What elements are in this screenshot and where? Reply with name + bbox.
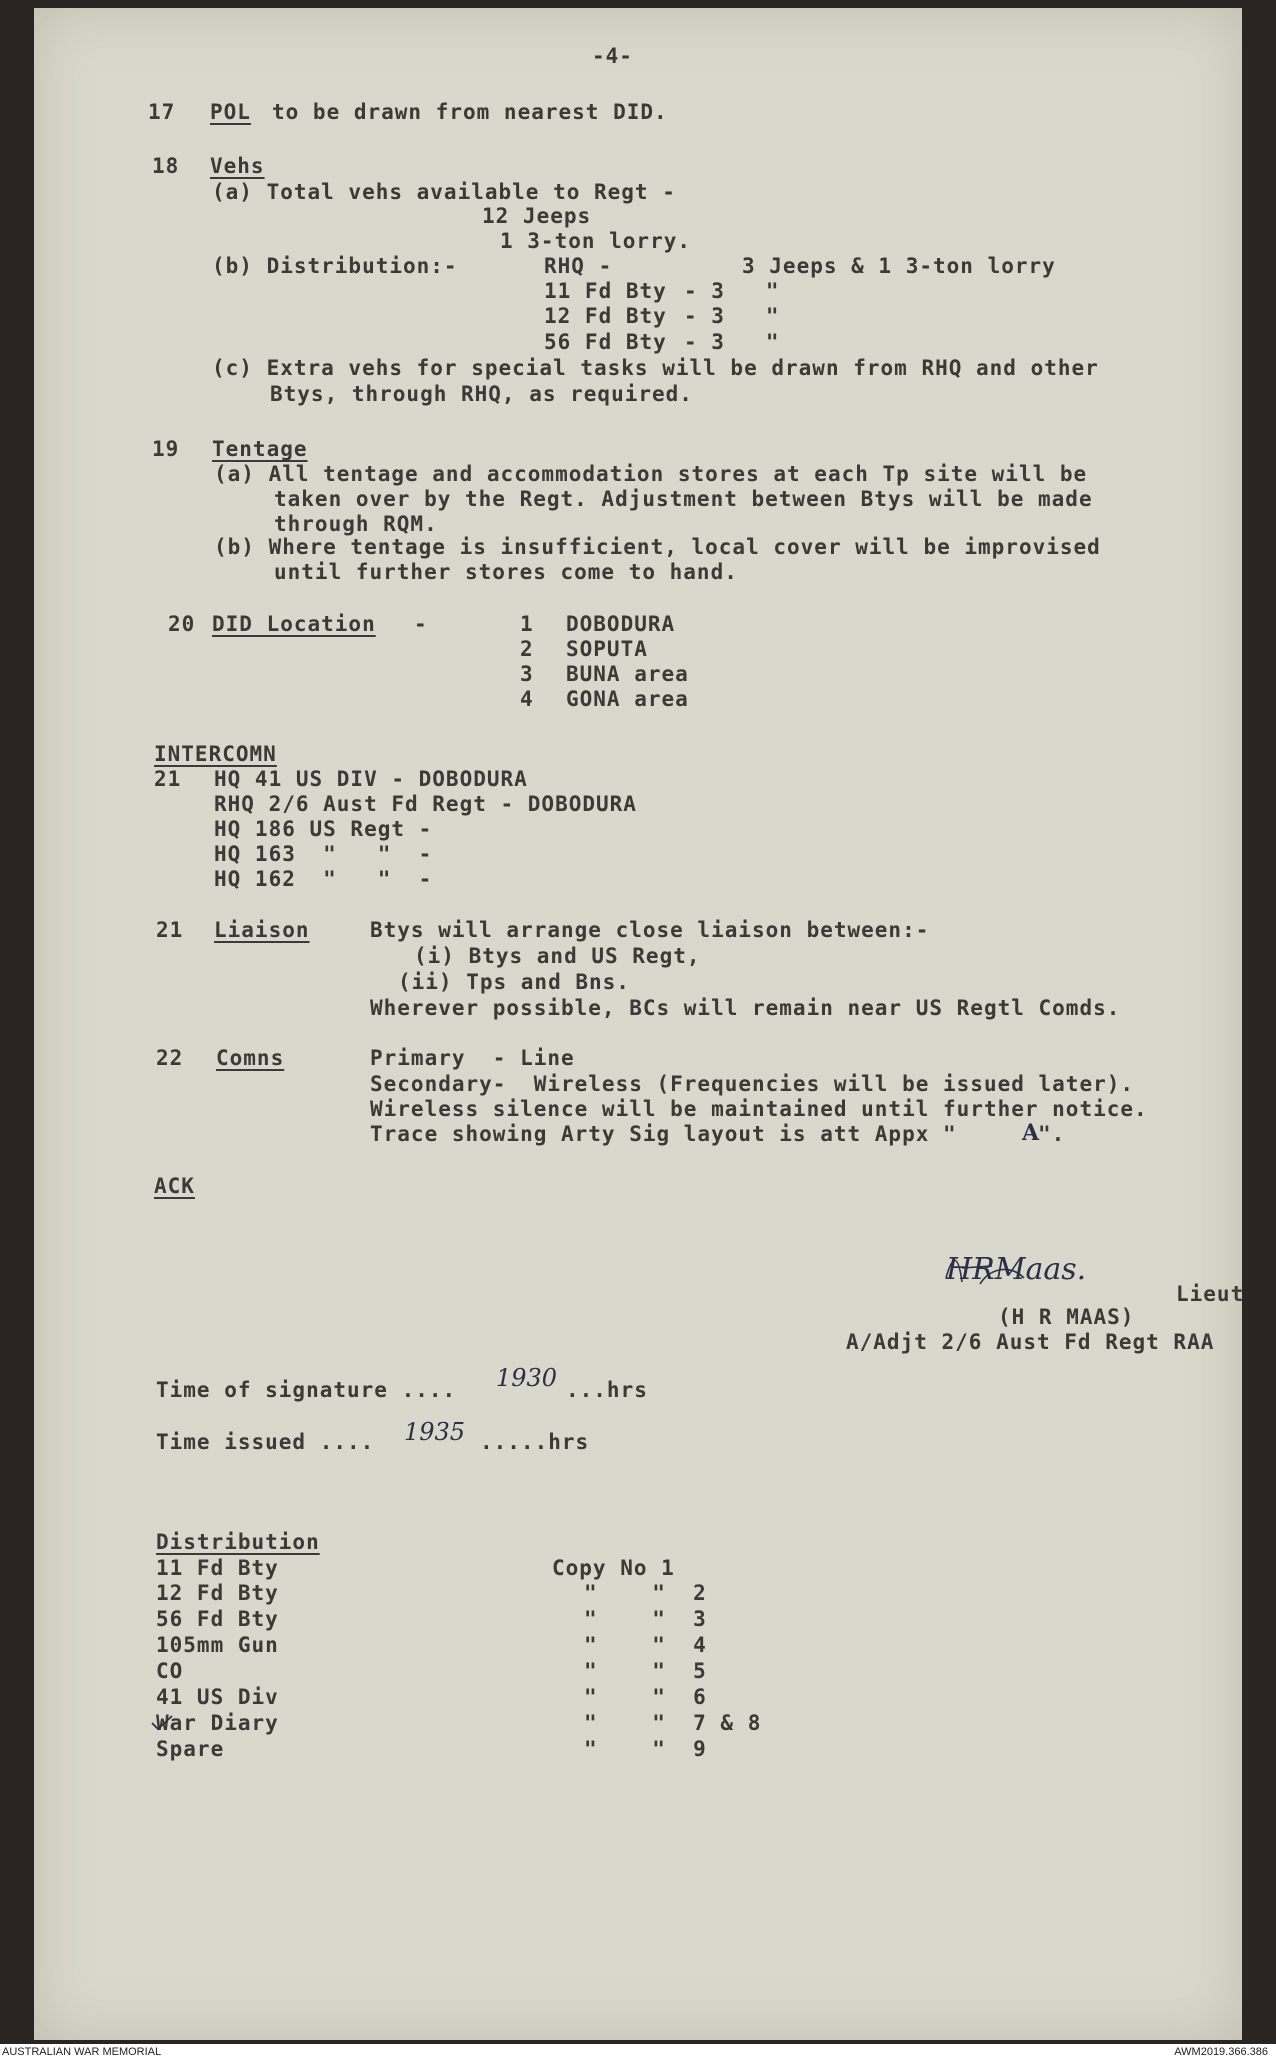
signature-flourish: [940, 1248, 1100, 1298]
para-17-text: to be drawn from nearest DID.: [272, 100, 668, 124]
time-of-signature-suffix: ...hrs: [566, 1378, 648, 1402]
vehicle-row-count: - 3 ": [684, 330, 780, 354]
distribution-addressee: 41 US Div: [156, 1685, 279, 1709]
distribution-copy: " " 4: [584, 1633, 707, 1657]
para-20-heading: DID Location: [212, 612, 376, 636]
comns-appendix-letter: A: [1022, 1120, 1040, 1146]
vehicle-row-count: 3 Jeeps & 1 3-ton lorry: [742, 254, 1056, 278]
para-18-a-line: (a) Total vehs available to Regt -: [212, 180, 676, 204]
liaison-heading: Liaison: [214, 918, 310, 942]
liaison-line4: Wherever possible, BCs will remain near US Regtl Comds.: [370, 996, 1121, 1020]
para-18-number: 18: [152, 154, 180, 178]
distribution-copy: " " 2: [584, 1581, 707, 1605]
liaison-line1: Btys will arrange close liaison between:-: [370, 918, 930, 942]
comns-line1: Primary - Line: [370, 1046, 575, 1070]
intercomn-line: HQ 162 " " -: [214, 867, 433, 891]
para-18-c-line1: (c) Extra vehs for special tasks will be drawn from RHQ and other: [212, 356, 1099, 380]
para-19-a-line2: taken over by the Regt. Adjustment between Btys will be made: [274, 487, 1093, 511]
distribution-copy: " " 3: [584, 1607, 707, 1631]
vehicle-row-unit: 11 Fd Bty: [544, 279, 667, 303]
comns-line4-end: ".: [1038, 1122, 1066, 1146]
intercomn-heading: INTERCOMN: [154, 742, 277, 766]
comns-line3: Wireless silence will be maintained until further notice.: [370, 1097, 1148, 1121]
distribution-copy: " " 7 & 8: [584, 1711, 762, 1735]
para-18-c-line2: Btys, through RHQ, as required.: [270, 382, 693, 406]
intercomn-number: 21: [154, 767, 182, 791]
location-name: GONA area: [566, 687, 689, 711]
vehicle-row-unit: 12 Fd Bty: [544, 304, 667, 328]
comns-heading: Comns: [216, 1046, 285, 1070]
distribution-copy: " " 9: [584, 1737, 707, 1761]
checkmark-icon: [150, 1714, 174, 1732]
location-number: 2: [520, 637, 534, 661]
para-19-heading: Tentage: [212, 437, 308, 461]
distribution-copy: Copy No 1: [552, 1556, 675, 1580]
signatory-rank: Lieut: [1176, 1282, 1245, 1306]
time-of-signature-value: 1930: [496, 1364, 558, 1392]
time-of-signature-label: Time of signature ....: [156, 1378, 457, 1402]
distribution-copy: " " 6: [584, 1685, 707, 1709]
location-number: 1: [520, 612, 534, 636]
archive-name: AUSTRALIAN WAR MEMORIAL: [2, 2046, 162, 2058]
para-19-b-line2: until further stores come to hand.: [274, 560, 738, 584]
distribution-addressee: Spare: [156, 1737, 225, 1761]
location-name: DOBODURA: [566, 612, 676, 636]
intercomn-line: RHQ 2/6 Aust Fd Regt - DOBODURA: [214, 792, 637, 816]
distribution-addressee: 56 Fd Bty: [156, 1607, 279, 1631]
para-19-a-line1: (a) All tentage and accommodation stores at each Tp site will be: [214, 462, 1088, 486]
para-17-heading: POL: [210, 100, 251, 124]
intercomn-line: HQ 41 US DIV - DOBODURA: [214, 767, 528, 791]
distribution-addressee: 12 Fd Bty: [156, 1581, 279, 1605]
location-number: 3: [520, 662, 534, 686]
location-name: SOPUTA: [566, 637, 648, 661]
liaison-line2: (i) Btys and US Regt,: [414, 944, 701, 968]
vehicle-row-count: - 3 ": [684, 279, 780, 303]
para-19-b-line1: (b) Where tentage is insufficient, local cover will be improvised: [214, 535, 1101, 559]
comns-number: 22: [156, 1046, 184, 1070]
time-issued-suffix: .....hrs: [480, 1430, 590, 1454]
distribution-addressee: War Diary: [156, 1711, 279, 1735]
para-19-a-line3: through RQM.: [274, 512, 438, 536]
intercomn-line: HQ 163 " " -: [214, 842, 433, 866]
para-18-b-label: (b) Distribution:-: [212, 254, 458, 278]
ack-label: ACK: [154, 1174, 195, 1198]
intercomn-line: HQ 186 US Regt -: [214, 817, 433, 841]
vehicle-row-unit: RHQ -: [544, 254, 613, 278]
archive-reference: AWM2019.366.386: [1174, 2046, 1268, 2058]
liaison-line3: (ii) Tps and Bns.: [398, 970, 630, 994]
para-18-a-lorry: 1 3-ton lorry.: [500, 229, 692, 253]
archive-footer: [0, 2044, 1276, 2061]
vehicle-row-count: - 3 ": [684, 304, 780, 328]
page-number: -4-: [592, 44, 633, 68]
signatory-appointment: A/Adjt 2/6 Aust Fd Regt RAA: [846, 1330, 1215, 1354]
comns-line4: Trace showing Arty Sig layout is att Appx ": [370, 1122, 957, 1146]
time-issued-value: 1935: [404, 1418, 466, 1446]
distribution-copy: " " 5: [584, 1659, 707, 1683]
vehicle-row-unit: 56 Fd Bty: [544, 330, 667, 354]
para-17-number: 17: [148, 100, 176, 124]
para-20-number: 20: [168, 612, 196, 636]
para-18-a-jeeps: 12 Jeeps: [482, 204, 592, 228]
distribution-addressee: 11 Fd Bty: [156, 1556, 279, 1580]
liaison-number: 21: [156, 918, 184, 942]
para-19-number: 19: [152, 437, 180, 461]
distribution-addressee: CO: [156, 1659, 184, 1683]
location-name: BUNA area: [566, 662, 689, 686]
distribution-addressee: 105mm Gun: [156, 1633, 279, 1657]
handwritten-signature: HRMaas.: [946, 1252, 1087, 1287]
comns-line2: Secondary- Wireless (Frequencies will be issued later).: [370, 1072, 1135, 1096]
para-20-dash: -: [414, 612, 428, 636]
time-issued-label: Time issued ....: [156, 1430, 375, 1454]
signatory-name: (H R MAAS): [998, 1305, 1135, 1329]
para-18-heading: Vehs: [210, 154, 265, 178]
location-number: 4: [520, 687, 534, 711]
distribution-heading: Distribution: [156, 1530, 320, 1554]
